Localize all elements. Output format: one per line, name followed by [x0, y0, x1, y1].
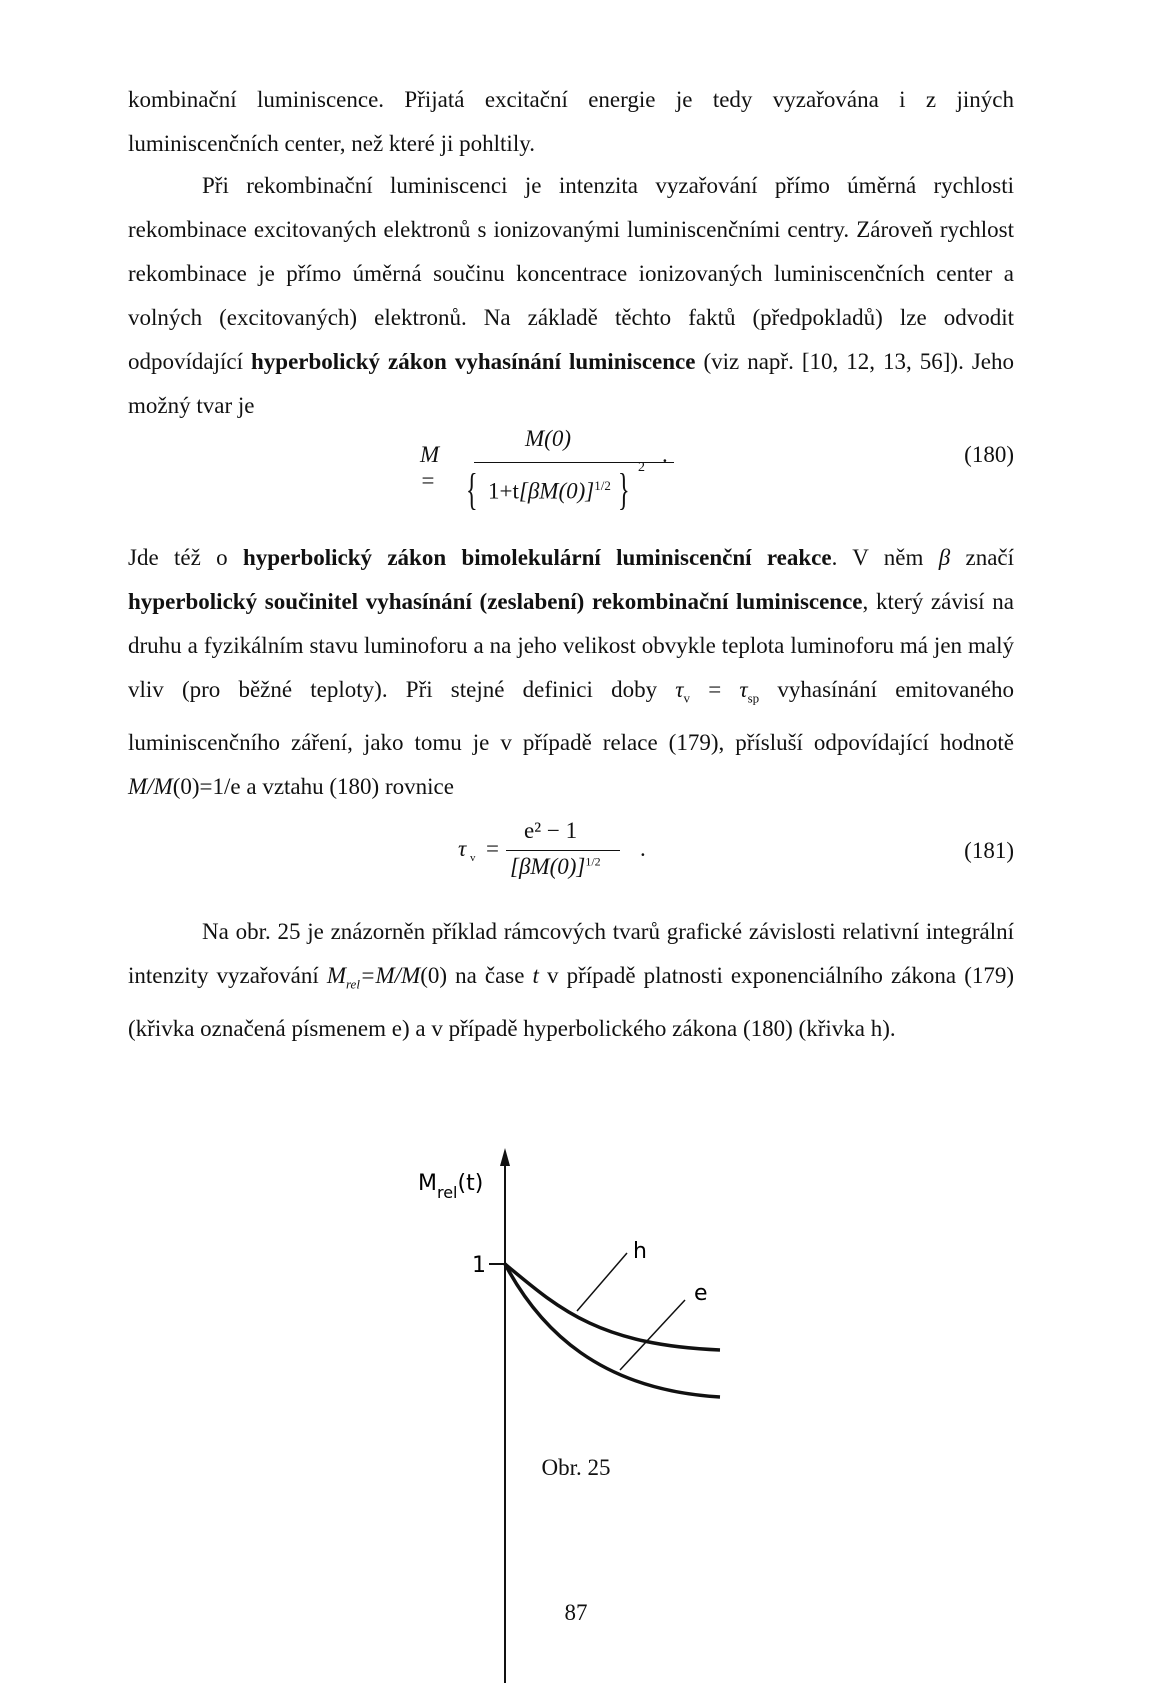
- eq180-numerator: M(0): [525, 426, 571, 451]
- paragraph-3-text-4: , který závisí na druhu a fyzikálním stavu luminoforu a na jeho velikost obvykle teplota luminoforu má jen malý vliv (pro běžné teploty). Při stejné definici doby: [128, 589, 1014, 702]
- paragraph-3-text-6: (0)=1/e a vztahu (180) rovnice: [172, 773, 454, 799]
- y-axis-label-arg: (t): [457, 1171, 484, 1196]
- figure-caption: Obr. 25: [541, 1455, 611, 1480]
- eq180-left-brace: {: [466, 465, 478, 514]
- paragraph-4-sub-rel: rel: [345, 976, 360, 992]
- eq181-equals: =: [486, 836, 499, 861]
- paragraph-3-italic-ratio: M/M: [128, 773, 173, 799]
- eq181-dot: .: [640, 836, 646, 861]
- eq180-den-exponent: 1/2: [594, 478, 611, 493]
- paragraph-1-text: kombinační luminiscence. Přijatá excitační energie je tedy vyzařována i z jiných luminiscenčních center, než které ji pohltily.: [128, 87, 1014, 156]
- eq180-dot: .: [662, 442, 668, 467]
- symbol-tau-sp: τ: [739, 677, 748, 702]
- paragraph-2-text: Při rekombinační luminiscenci je intenzita vyzařování přímo úměrná rychlosti rekombinace excitovaných elektronů s ionizovanými luminiscenčními centry. Zároveň rychlost rekombinace je přímo úměrná součinu koncentrace ionizovaných luminiscenčních center a volných (excitovaných) elektronů. Na základě těchto faktů (předpokladů) lze odvodit odpovídající: [128, 173, 1014, 374]
- eq181-den-exponent: 1/2: [585, 854, 601, 869]
- eq180-den-part2: [βM(0)]: [518, 478, 595, 504]
- eq181-tau: τ: [458, 836, 467, 861]
- y-axis-arrow: [500, 1148, 510, 1166]
- paragraph-2-text-end: (viz např. [10, 12, 13, 56]). Jeho možný tvar je: [128, 349, 1014, 418]
- symbol-tau-v-sub: v: [683, 690, 691, 706]
- paragraph-4-italic-ratio: =M/M: [359, 963, 421, 988]
- eq181-den-part: [βM(0)]: [510, 854, 586, 879]
- symbol-beta: β: [938, 545, 951, 570]
- equation-181-number: (181): [964, 838, 1014, 863]
- eq180-lhs: M =: [420, 442, 440, 493]
- curve-e-label: e: [694, 1281, 708, 1306]
- curve-h-label: h: [633, 1239, 647, 1264]
- paragraph-3-equals: =: [690, 677, 740, 702]
- y-axis-label-main: M: [418, 1171, 437, 1196]
- curve-h: [505, 1264, 720, 1350]
- symbol-tau-v: τ: [675, 677, 684, 702]
- paragraph-4-text-2: (0) na čase: [420, 963, 533, 988]
- y-tick-label-1: 1: [472, 1253, 486, 1278]
- eq181-tau-sub: v: [470, 852, 476, 864]
- pointer-h: [577, 1253, 627, 1311]
- paragraph-3-text: Jde též o: [128, 545, 243, 570]
- equation-180-number: (180): [964, 442, 1014, 467]
- y-axis-label: [418, 1171, 483, 1202]
- eq180-den-part1: 1+t: [488, 478, 519, 504]
- term-hyperbolic-coefficient: hyperbolický součinitel vyhasínání (zeslabení) rekombinační luminiscence: [128, 589, 863, 614]
- pointer-e: [620, 1300, 685, 1370]
- paragraph-4-italic-t: t: [532, 963, 539, 988]
- paragraph-3-text-2: . V něm: [831, 545, 939, 570]
- eq180-right-brace: }: [618, 465, 630, 514]
- paragraph-3-text-5: vyhasínání emitovaného luminiscenčního záření, jako tomu je v případě relace (179), přísluší odpovídající hodnotě: [128, 677, 1014, 755]
- paragraph-4-text: Na obr. 25 je znázorněn příklad rámcových tvarů grafické závislosti relativní integrální intenzity vyzařování: [128, 919, 1014, 988]
- paragraph-4-text-3: v případě platnosti exponenciálního zákona (179) (křivka označená písmenem e) a v případě hyperbolického zákona (180) (křivka h).: [128, 963, 1015, 1041]
- term-hyperbolic-decay-law: hyperbolický zákon vyhasínání luminiscence: [250, 349, 696, 374]
- eq181-numerator: e² − 1: [524, 818, 578, 843]
- eq180-outer-exponent: 2: [638, 460, 645, 475]
- paragraph-3-text-3: značí: [950, 545, 1015, 570]
- symbol-tau-sp-sub: sp: [747, 690, 760, 706]
- term-bimolecular-law: hyperbolický zákon bimolekulární luminiscenční reakce: [242, 545, 832, 570]
- y-axis-label-sub: rel: [436, 1183, 458, 1202]
- page-number: 87: [564, 1600, 588, 1625]
- paragraph-4-italic-M: M: [326, 963, 346, 988]
